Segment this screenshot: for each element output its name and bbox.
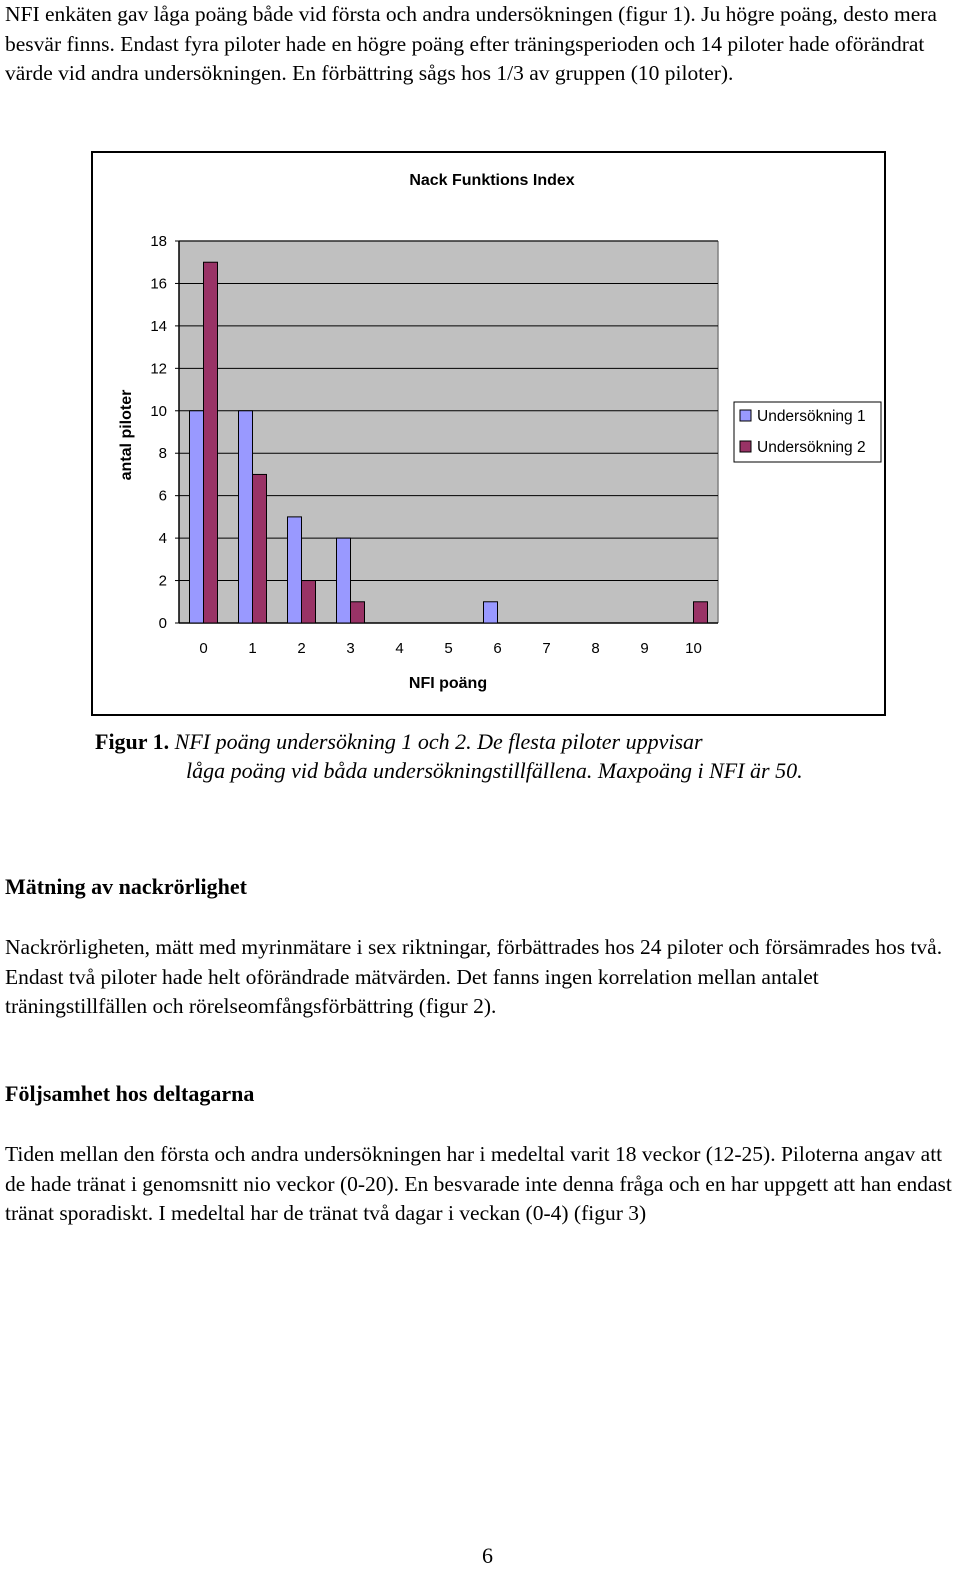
y-tick-label: 16: [150, 275, 167, 293]
bar-1-cat-2: [288, 517, 302, 623]
nfi-chart-svg: [93, 153, 888, 718]
figure-1-label: Figur 1.: [95, 729, 170, 754]
x-tick-label: 5: [444, 640, 453, 657]
bar-1-cat-3: [337, 538, 351, 623]
x-tick-label: 1: [248, 640, 257, 657]
bar-2-cat-2: [302, 581, 316, 623]
x-tick-label: 4: [395, 640, 404, 657]
bar-2-cat-0: [204, 262, 218, 623]
x-tick-label: 8: [591, 640, 600, 657]
figure-1-caption-line2: låga poäng vid båda undersökningstillfällena. Maxpoäng i NFI är 50.: [186, 758, 803, 783]
legend-label-1: Undersökning 1: [757, 408, 866, 425]
x-axis-label: NFI poäng: [408, 675, 488, 692]
intro-paragraph: NFI enkäten gav låga poäng både vid första och andra undersökningen (figur 1). Ju högre poäng, desto mera besvär finns. Endast fyra piloter hade en högre poäng efter träningsperioden och 14 piloter hade oförändrat värde vid andra undersökningen. En förbättring sågs hos 1/3 av gruppen (10 piloter).: [5, 2, 937, 86]
nfi-chart: [91, 151, 886, 716]
y-tick-label: 2: [158, 572, 167, 590]
y-tick-label: 14: [150, 317, 167, 335]
bar-1-cat-6: [484, 602, 498, 623]
neck-mobility-heading: Mätning av nackrörlighet: [5, 874, 247, 899]
compliance-paragraph: Tiden mellan den första och andra undersökningen har i medeltal varit 18 veckor (12-25). Piloterna angav att de hade tränat i genomsnitt nio veckor (0-20). En besvarade inte denna fråga och en har uppgett att han endast tränat sporadiskt. I medeltal har de tränat två dagar i veckan (0-4) (figur 3): [5, 1142, 952, 1226]
compliance-heading: Följsamhet hos deltagarna: [5, 1081, 255, 1106]
legend-label-2: Undersökning 2: [757, 439, 866, 456]
figure-1-caption-line1: NFI poäng undersökning 1 och 2. De flesta piloter uppvisar: [174, 729, 703, 754]
x-tick-label: 3: [346, 640, 355, 657]
x-tick-label: 6: [493, 640, 502, 657]
x-tick-label: 0: [199, 640, 208, 657]
bar-1-cat-0: [190, 411, 204, 623]
y-tick-label: 10: [150, 402, 167, 420]
page-number: 6: [482, 1543, 493, 1568]
neck-mobility-paragraph: Nackrörligheten, mätt med myrinmätare i sex riktningar, förbättrades hos 24 piloter och försämrades hos två. Endast två piloter hade helt oförändrade mätvärden. Det fanns ingen korrelation mellan antalet träningstillfällen och rörelseomfångsförbättring (figur 2).: [5, 935, 943, 1019]
y-tick-label: 12: [150, 360, 167, 378]
legend-swatch-1: [740, 410, 751, 421]
bar-2-cat-1: [253, 474, 267, 623]
figure-1-caption: [95, 727, 703, 756]
bar-1-cat-1: [239, 411, 253, 623]
y-tick-label: 0: [158, 615, 167, 632]
y-axis-label: antal piloter: [118, 389, 135, 481]
x-tick-label: 2: [297, 640, 306, 657]
y-tick-label: 8: [158, 445, 167, 463]
x-tick-label: 9: [640, 640, 649, 657]
y-tick-label: 6: [158, 487, 167, 505]
x-tick-label: 7: [542, 640, 551, 657]
x-tick-label: 10: [685, 640, 702, 657]
bar-2-cat-10: [694, 602, 708, 623]
bar-2-cat-3: [351, 602, 365, 623]
y-tick-label: 4: [158, 530, 167, 548]
chart-title: Nack Funktions Index: [409, 172, 575, 189]
y-tick-label: 18: [150, 233, 167, 250]
legend-swatch-2: [740, 441, 751, 452]
